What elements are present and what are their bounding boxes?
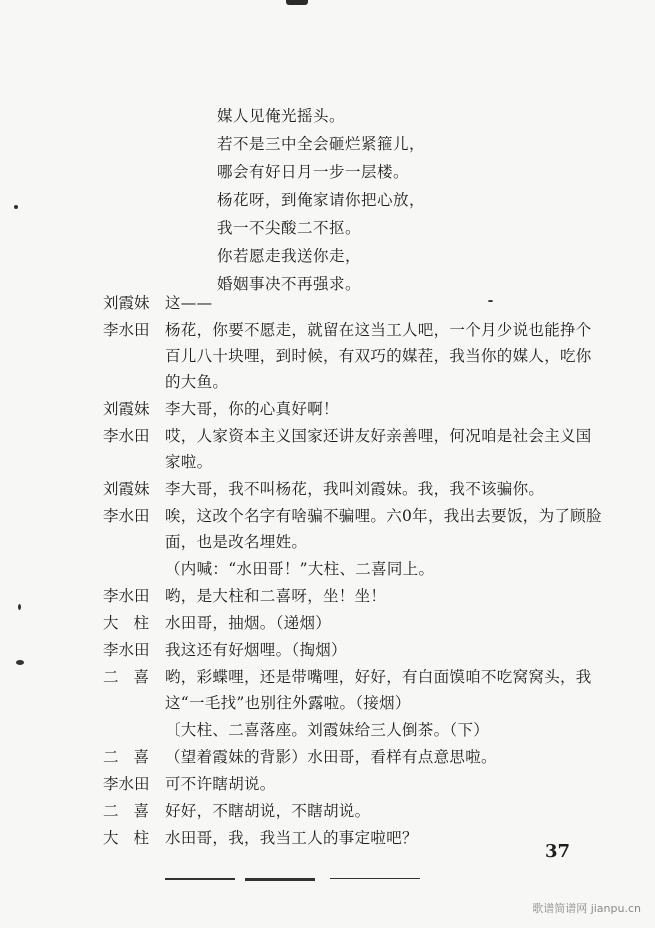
- speaker-name: 李水田: [103, 507, 150, 525]
- dialogue-entry: [103, 396, 603, 422]
- speaker-name: 刘霞妹: [103, 480, 150, 498]
- footer-rule: [245, 878, 315, 881]
- dialogue-line: 这——: [165, 294, 213, 312]
- scan-speck: [18, 604, 21, 610]
- dialogue-line: 可不许瞎胡说。: [165, 775, 276, 793]
- speaker-name: 李水田: [103, 321, 150, 339]
- verse-line: 我一不尖酸二不抠。: [217, 219, 362, 237]
- dialogue-entry: [103, 290, 603, 316]
- speaker-name: 大柱: [103, 829, 165, 847]
- dialogue-line: 哟，彩蝶哩，还是带嘴哩，好好，有白面馍咱不吃窝窝头，我这“一毛找”也别往外露啦。（接烟）: [165, 668, 592, 712]
- speaker-name: 大柱: [103, 614, 165, 632]
- dialogue-entry: [103, 423, 603, 475]
- dialogue-entry: [103, 798, 603, 824]
- footer-rule: [165, 878, 235, 880]
- dialogue-entry: [103, 637, 603, 663]
- speaker-name: 李水田: [103, 775, 150, 793]
- verse-line: 若不是三中全会砸烂紧箍儿，: [217, 135, 426, 153]
- page-top-mark: [286, 0, 308, 5]
- dialogue-line: （望着霞妹的背影）水田哥，看样有点意思啦。: [165, 748, 497, 766]
- verse-line: 杨花呀，到俺家请你把心放，: [217, 191, 426, 209]
- speaker-name: 李水田: [103, 427, 150, 445]
- speaker-name: 二喜: [103, 748, 165, 766]
- footer-rule: [330, 878, 420, 879]
- dialogue-line: 唉，这改个名字有啥骗不骗哩。六0年，我出去要饭，为了顾脸面，也是改名埋姓。: [165, 507, 602, 551]
- speaker-name: 二喜: [103, 802, 165, 820]
- dialogue-entry: [103, 503, 603, 555]
- dialogue-entry: [103, 664, 603, 716]
- dialogue-entry: [103, 583, 603, 609]
- dialogue-entry: [103, 476, 603, 502]
- dialogue-entry: [103, 744, 603, 770]
- scan-speck: [488, 300, 493, 302]
- dialogue-block: [103, 290, 603, 852]
- dialogue-entry: [103, 825, 603, 851]
- dialogue-line: 哎，人家资本主义国家还讲友好亲善哩，何况咱是社会主义国家啦。: [165, 427, 592, 471]
- verse-line: 你若愿走我送你走，: [217, 247, 362, 265]
- verse-line: 哪会有好日月一步一层楼。: [217, 163, 410, 181]
- dialogue-entry: [103, 771, 603, 797]
- watermark: 歌谱简谱网 jianpu.cn: [532, 902, 641, 915]
- dialogue-line: 好好，不瞎胡说，不瞎胡说。: [165, 802, 371, 820]
- scan-speck: [16, 660, 24, 665]
- dialogue-line: 杨花，你要不愿走，就留在这当工人吧，一个月少说也能挣个百儿八十块哩，到时候，有双巧的媒茬，我当你的媒人，吃你的大鱼。: [165, 321, 592, 391]
- speaker-name: 刘霞妹: [103, 400, 150, 418]
- dialogue-line: 李大哥，我不叫杨花，我叫刘霞妹。我，我不该骗你。: [165, 480, 545, 498]
- dialogue-line: 哟，是大柱和二喜呀，坐！坐！: [165, 587, 387, 605]
- scan-speck: [14, 205, 18, 209]
- verse-line: 媒人见俺光摇头。: [217, 107, 346, 125]
- page-number: 37: [545, 841, 571, 862]
- dialogue-line: 我这还有好烟哩。（掏烟）: [165, 641, 347, 659]
- dialogue-entry: [103, 610, 603, 636]
- speaker-name: 二喜: [103, 668, 165, 686]
- speaker-name: 李水田: [103, 587, 150, 605]
- verse-line: 婚姻事决不再强求。: [217, 275, 362, 293]
- speaker-name: 李水田: [103, 641, 150, 659]
- dialogue-entry: [103, 317, 603, 395]
- stage-direction: 〔大柱、二喜落座。刘霞妹给三人倒茶。（下）: [165, 721, 490, 739]
- speaker-name: 刘霞妹: [103, 294, 150, 312]
- dialogue-line: 李大哥，你的心真好啊！: [165, 400, 339, 418]
- dialogue-line: 水田哥，我，我当工人的事定啦吧？: [165, 829, 418, 847]
- stage-direction: （内喊：“水田哥！”大柱、二喜同上。: [165, 560, 435, 578]
- dialogue-line: 水田哥，抽烟。（递烟）: [165, 614, 332, 632]
- verse-block: [217, 102, 425, 298]
